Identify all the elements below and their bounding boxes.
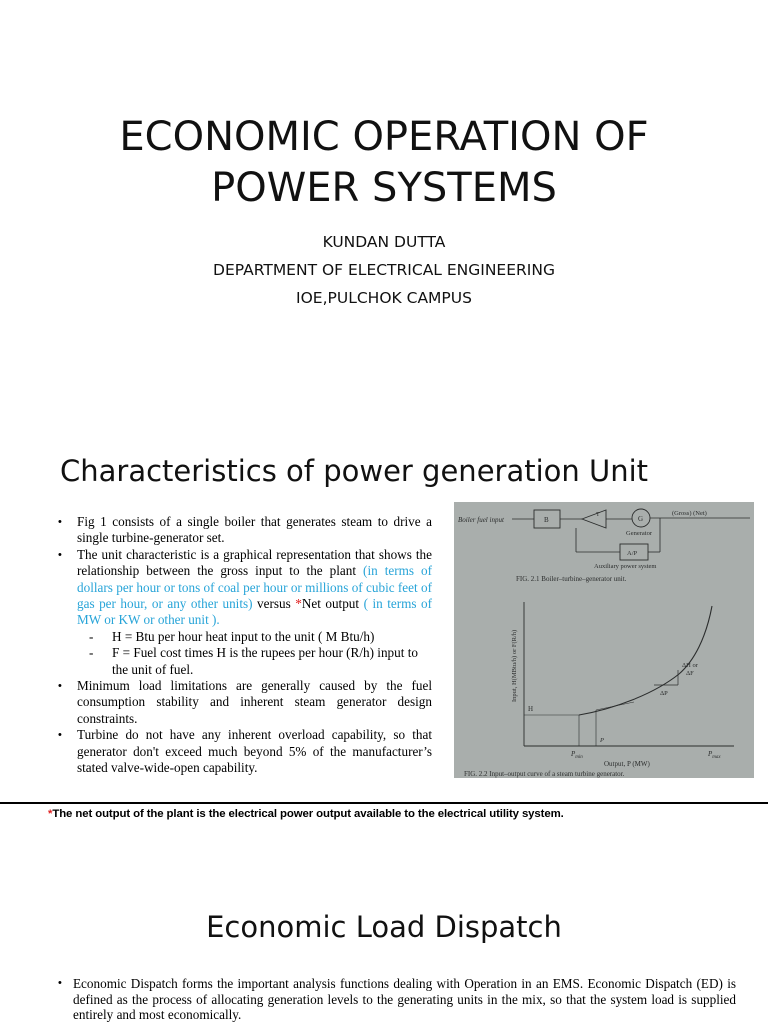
footnote-star: * bbox=[48, 808, 53, 820]
bullet-highlight-units: (in terms of dollars per hour or tons of coal per hour or millions of cubic feet of gas per hour, or any other units) bbox=[77, 563, 432, 612]
author-name: KUNDAN DUTTA bbox=[322, 233, 446, 251]
fig1-generator-label: Generator bbox=[626, 530, 652, 537]
fig2-io-curve bbox=[579, 606, 712, 715]
bullet-item bbox=[58, 727, 432, 776]
bullet-item bbox=[58, 678, 432, 727]
net-output-footnote bbox=[48, 808, 564, 820]
fig2-dh-label: ΔH or bbox=[682, 662, 698, 669]
footnote-text: The net output of the plant is the electrical power output available to the electrical utility system. bbox=[52, 808, 564, 820]
bullet-item bbox=[58, 547, 432, 678]
bullet-text: versus bbox=[252, 596, 296, 612]
fig2-caption: FIG. 2.2 Input–output curve of a steam turbine generator. bbox=[464, 770, 625, 778]
bullet-item: • Economic Dispatch forms the important analysis functions dealing with Operation in an EMS. Economic Dispatch (ED) is defined as the process of allocating generation levels to the generating units in the mix, so that the system load is supplied entirely and most economically. bbox=[58, 976, 736, 1023]
author-block bbox=[0, 228, 768, 312]
fig1-input-label: Boiler fuel input bbox=[458, 516, 504, 524]
fig2-h-projection-line bbox=[596, 702, 634, 710]
bullet-text: Minimum load limitations are generally caused by the fuel consumption stability and inherent steam generator design constraints. bbox=[77, 678, 432, 726]
fig1-turbine-shape bbox=[582, 510, 606, 528]
title-line-2: POWER SYSTEMS bbox=[211, 165, 557, 211]
section-heading-characteristics: Characteristics of power generation Unit bbox=[60, 454, 649, 488]
fig2-dp-label: ΔP bbox=[660, 690, 668, 697]
fig2-h-label: H bbox=[528, 705, 534, 713]
bullet-text: Net output bbox=[301, 596, 364, 612]
fig1-aux-box-label: A/P bbox=[627, 550, 638, 557]
bullet-text: The unit characteristic is a graphical representation that shows the relationship between the gross input to the plant bbox=[77, 546, 432, 579]
fig2-pmax-subscript: max bbox=[712, 755, 721, 760]
bullet-item bbox=[58, 514, 432, 547]
fig1-turbine-label: T bbox=[596, 512, 600, 518]
fig1-aux-label: Auxiliary power system bbox=[594, 563, 657, 570]
fig2-pmin-subscript: min bbox=[575, 755, 583, 760]
author-department: DEPARTMENT OF ELECTRICAL ENGINEERING bbox=[213, 261, 555, 279]
fig2-pmax-letter: P bbox=[708, 750, 713, 758]
sub-bullet-item: - H = Btu per hour heat input to the unit ( M Btu/h) bbox=[77, 629, 432, 645]
fig2-ylabel: Input, H(MBtu/h) or F(R/h) bbox=[511, 629, 518, 702]
fig1-generator-symbol: G bbox=[638, 515, 644, 523]
fig2-pmax-label bbox=[707, 750, 721, 760]
fig2-df-label: ΔF bbox=[686, 670, 694, 677]
figure-photo bbox=[454, 502, 754, 778]
section-heading-economic-load-dispatch: Economic Load Dispatch bbox=[206, 910, 562, 944]
fig1-caption: FIG. 2.1 Boiler–turbine–generator unit. bbox=[516, 575, 627, 583]
fig2-pmin-letter: P bbox=[571, 750, 576, 758]
bullet-text: Fig 1 consists of a single boiler that generates steam to drive a single turbine-generator set. bbox=[77, 514, 432, 546]
fig1-gross-net-label: (Gross) (Net) bbox=[672, 510, 707, 517]
characteristics-bullet-list bbox=[58, 514, 432, 777]
fig2-xlabel: Output, P (MW) bbox=[604, 760, 650, 768]
bullet-text: Turbine do not have any inherent overload capability, so that generator don't exceed much beyond 5% of the manufacturer’s stated valve-wide-open capability. bbox=[77, 727, 432, 776]
sub-bullet-list bbox=[77, 629, 432, 678]
dispatch-bullet-list bbox=[58, 976, 736, 1023]
fig2-p-label: P bbox=[600, 737, 604, 744]
bullet-highlight-output-units: ( in terms of MW or KW or other unit ). bbox=[77, 596, 432, 628]
slide-title bbox=[0, 112, 768, 214]
footnote-star: * bbox=[295, 596, 302, 612]
author-campus: IOE,PULCHOK CAMPUS bbox=[296, 289, 472, 307]
section-divider bbox=[0, 802, 768, 804]
title-line-1: ECONOMIC OPERATION OF bbox=[119, 114, 649, 160]
fig1-boiler-label: B bbox=[544, 516, 549, 524]
sub-bullet-item: - F = Fuel cost times H is the rupees per hour (R/h) input to the unit of fuel. bbox=[77, 645, 432, 678]
fig2-pmin-label bbox=[570, 750, 583, 760]
